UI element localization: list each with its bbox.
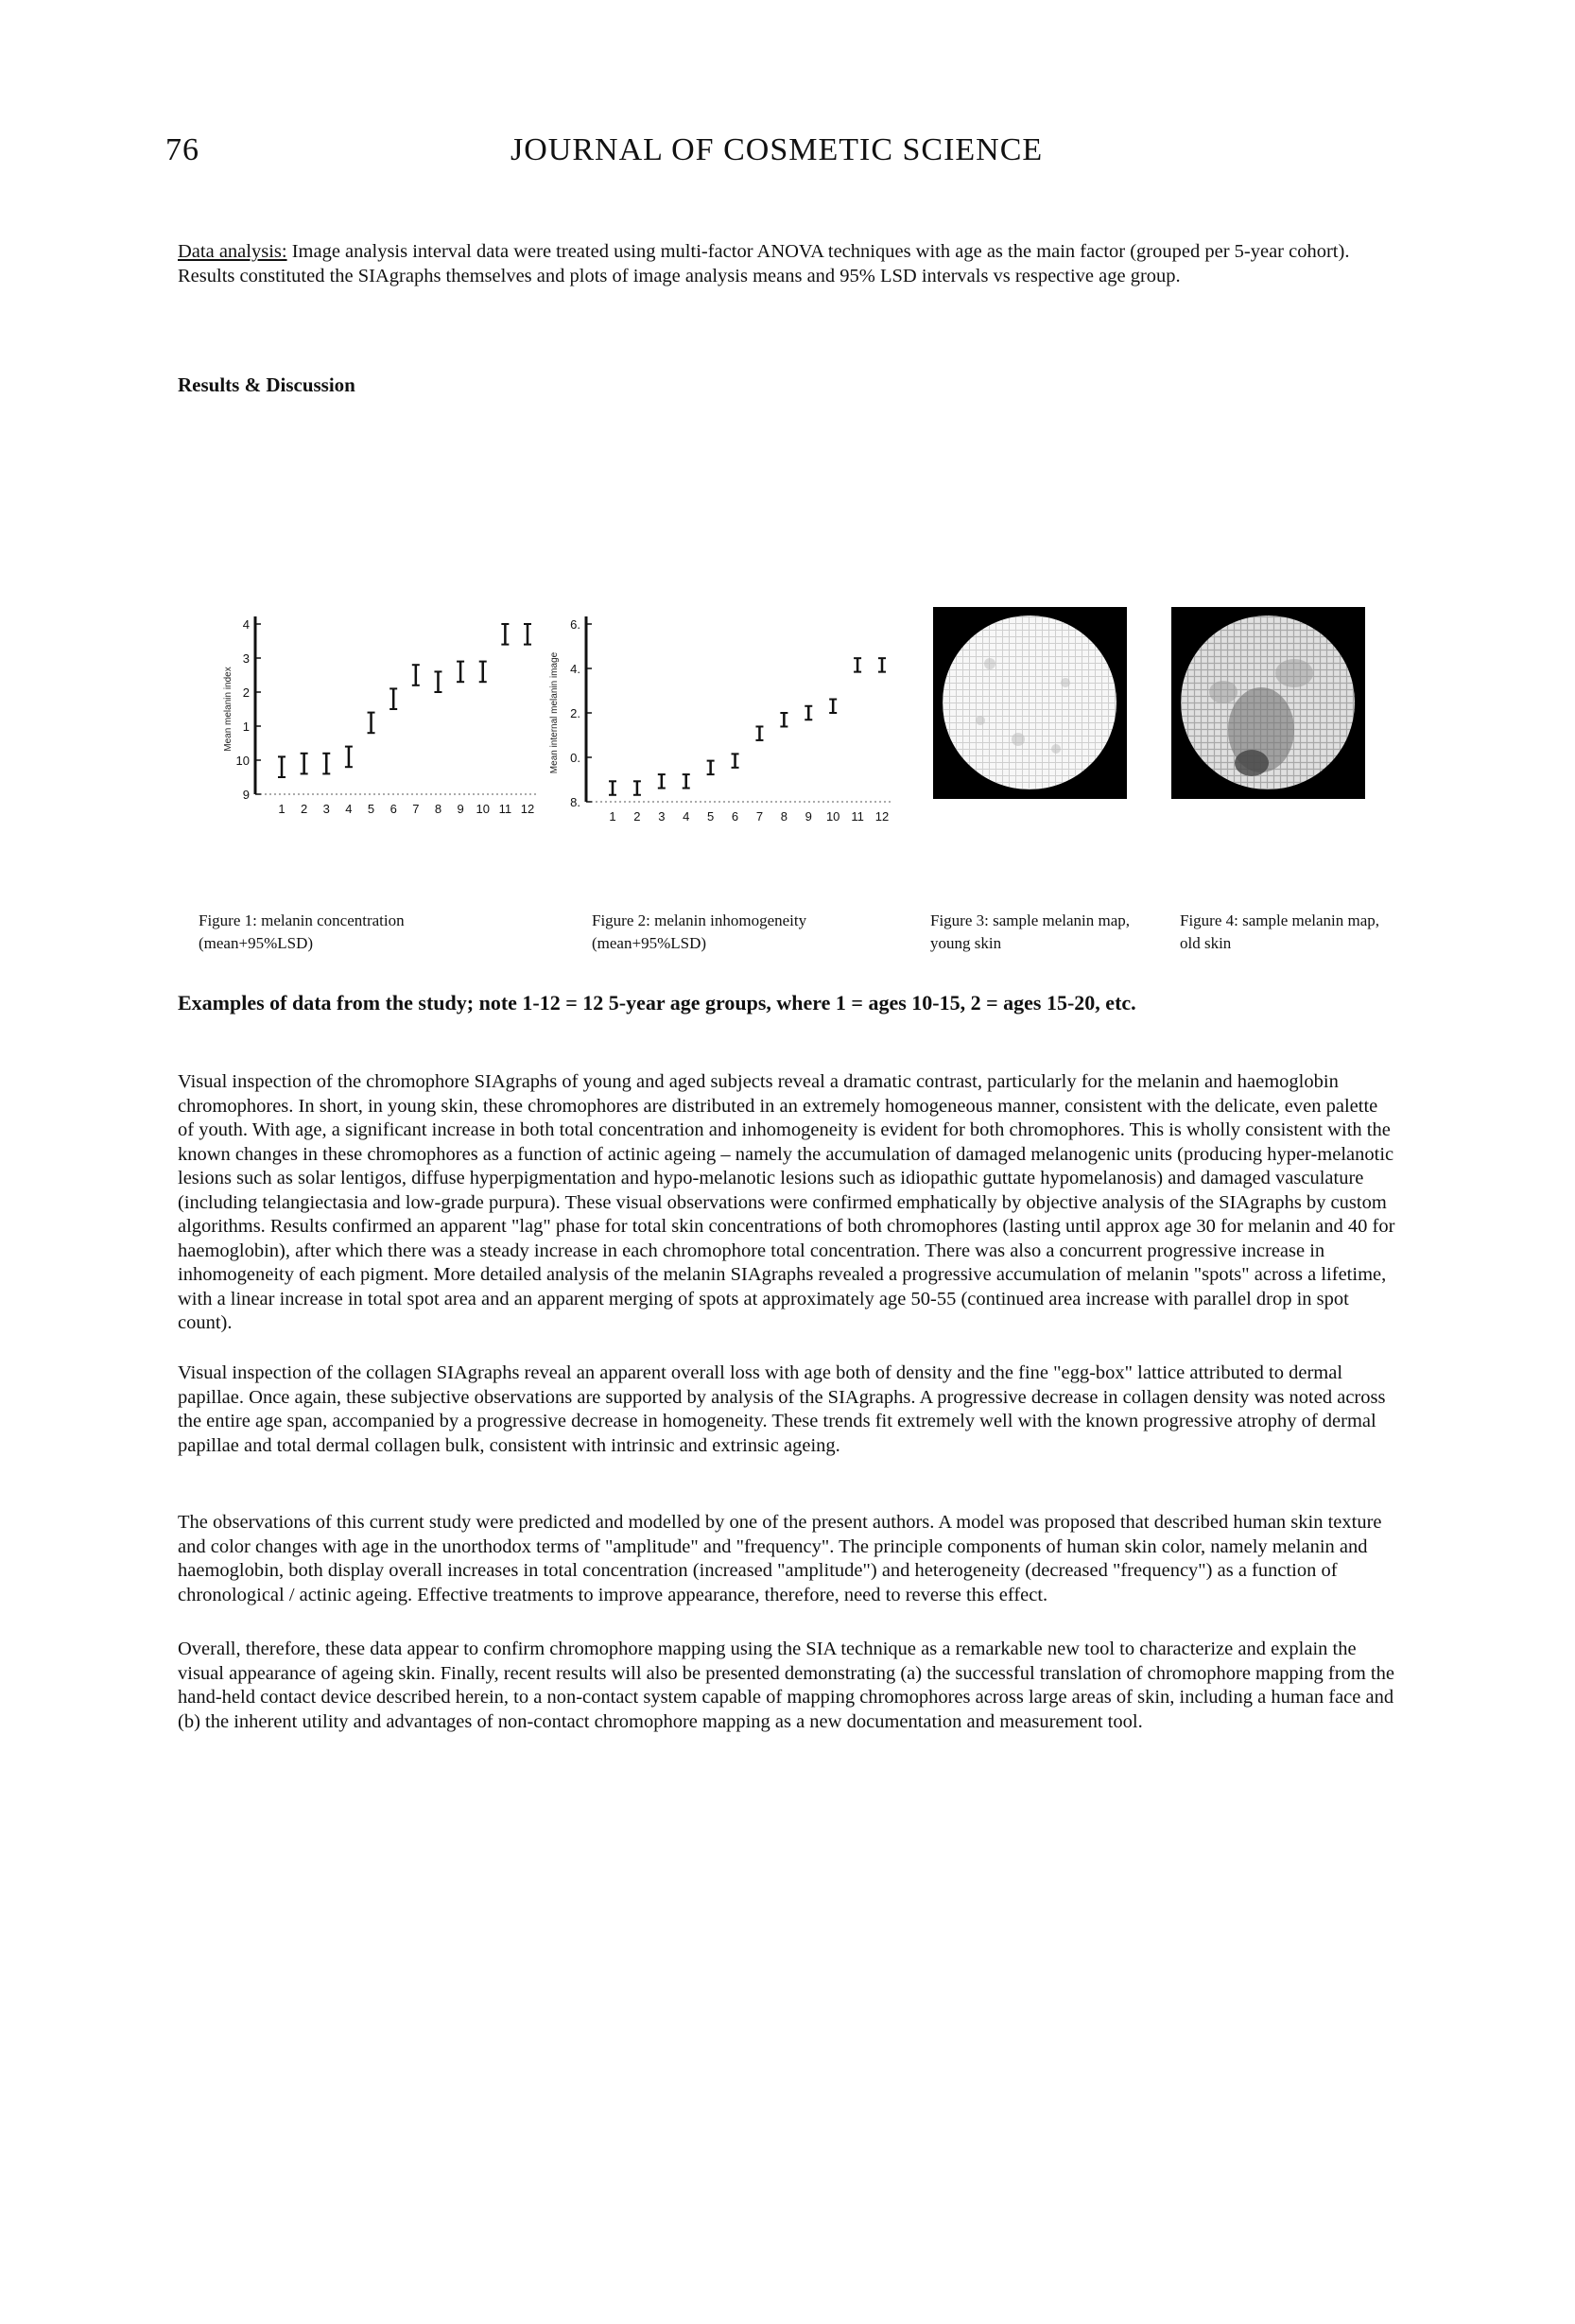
data-analysis-paragraph xyxy=(178,240,1397,288)
paragraph-4: Overall, therefore, these data appear to confirm chromophore mapping using the SIA technique as a remarkable new tool to characterize and explain the visual appearance of ageing skin. Finally, recent results will also be presented demonstrating (a) the successful translation of chromophore mapping from the hand-held contact device described herein, to a non-contact system capable of mapping chromophores across large areas of skin, including a human face and (b) the inherent utility and advantages of non-contact chromophore mapping as a new documentation and measurement tool. xyxy=(178,1639,1394,1732)
x-tick-label-2-7: 7 xyxy=(755,809,764,824)
x-tick-label-1-10: 10 xyxy=(476,802,490,816)
figure-1-marks xyxy=(223,616,539,816)
x-tick-label-2-5: 5 xyxy=(707,809,715,824)
figure-2-caption-line1: Figure 2: melanin inhomogeneity xyxy=(592,911,807,929)
x-tick-label-1-7: 7 xyxy=(412,802,420,816)
y-tick-label-2-1: 0. xyxy=(570,751,580,765)
x-tick-label-2-10: 10 xyxy=(825,809,840,824)
x-tick-label-2-11: 11 xyxy=(851,809,864,824)
x-tick-label-2-2: 2 xyxy=(633,809,641,824)
x-tick-label-2-4: 4 xyxy=(683,809,690,824)
figure-2-caption xyxy=(592,910,806,955)
y-tick-label-1-1: 10 xyxy=(235,754,250,768)
x-tick-label-1-1: 1 xyxy=(278,802,286,816)
data-analysis-text: Image analysis interval data were treated using multi-factor ANOVA techniques with age as the main factor (grouped per 5-year cohort). Results constituted the SIAgraphs themselves and plots of image analysis means and 95% LSD intervals vs respective age group. xyxy=(178,241,1350,286)
x-tick-label-2-1: 1 xyxy=(609,809,616,824)
figure-4-caption-line2: old skin xyxy=(1180,934,1232,952)
y-tick-label-2-3: 4. xyxy=(570,662,580,676)
figure-1-caption-line1: Figure 1: melanin concentration xyxy=(199,911,405,929)
x-tick-label-1-12: 12 xyxy=(520,802,535,816)
x-tick-label-1-3: 3 xyxy=(322,802,330,816)
journal-title: JOURNAL OF COSMETIC SCIENCE xyxy=(511,132,1044,167)
x-tick-label-1-5: 5 xyxy=(367,802,375,816)
y-axis-label-2: Mean internal melanin image xyxy=(549,651,560,774)
paragraph-1: Visual inspection of the chromophore SIAgraphs of young and aged subjects reveal a dramatic contrast, particularly for the melanin and haemoglobin chromophores. In short, in young skin, these chromophores are distributed in an extremely homogeneous manner, consistent with the delicate, even palette of youth. With age, a significant increase in both total concentration and inhomogeneity is evident for both chromophores. This is wholly consistent with the known changes in these chromophores as a function of actinic ageing – namely the accumulation of damaged melanogenic units (producing hyper-melanotic lesions such as solar lentigos, diffuse hyperpigmentation and hypo-melanotic lesions such as idiopathic guttate hypomelanosis) and damaged vasculature (including telangiectasia and low-grade purpura). These visual observations were confirmed emphatically by objective analysis of the SIAgraphs by custom algorithms. Results confirmed an apparent "lag" phase for total skin concentrations of both chromophores (lasting until approx age 30 for melanin and 40 for haemoglobin), after which there was a steady increase in each chromophore total concentration. There was also a concurrent progressive increase in inhomogeneity of each pigment. More detailed analysis of the melanin SIAgraphs revealed a progressive accumulation of melanin "spots" across a lifetime, with a linear increase in total spot area and an apparent merging of spots at approximately age 50-55 (continued area increase with parallel drop in spot count). xyxy=(178,1071,1395,1333)
x-tick-label-2-9: 9 xyxy=(805,809,812,824)
y-tick-label-2-0: 8. xyxy=(570,795,580,809)
x-tick-label-2-3: 3 xyxy=(658,809,666,824)
figure-4-old-skin-map xyxy=(1171,607,1365,799)
x-tick-label-1-2: 2 xyxy=(301,802,308,816)
figure-1-caption xyxy=(199,910,405,955)
y-tick-label-1-4: 3 xyxy=(242,651,250,666)
x-tick-label-2-6: 6 xyxy=(731,809,739,824)
x-tick-label-1-4: 4 xyxy=(345,802,353,816)
figure-4-caption-line1: Figure 4: sample melanin map, xyxy=(1180,911,1380,929)
y-tick-label-1-0: 9 xyxy=(242,788,250,802)
y-tick-label-1-3: 2 xyxy=(242,685,250,700)
x-tick-label-1-8: 8 xyxy=(434,802,442,816)
figure-3-caption-line2: young skin xyxy=(930,934,1002,952)
figure-3-caption xyxy=(930,910,1130,955)
figure-3-caption-line1: Figure 3: sample melanin map, xyxy=(930,911,1131,929)
examples-note: Examples of data from the study; note 1-12 = 12 5-year age groups, where 1 = ages 10-15, 2 = ages 15-20, etc. xyxy=(178,991,1136,1015)
figure-2-chart xyxy=(544,605,903,832)
y-tick-label-1-5: 4 xyxy=(242,617,250,632)
figure-1-chart xyxy=(217,605,558,832)
paragraph-2: Visual inspection of the collagen SIAgraphs reveal an apparent overall loss with age both of density and the fine "egg-box" lattice attributed to dermal papillae. Once again, these subjective observations are supported by analysis of the SIAgraphs. A progressive decrease in collagen density was noted across the entire age span, accompanied by a progressive decrease in homogeneity. These trends fit extremely well with the known progressive atrophy of dermal papillae and total dermal collagen bulk, consistent with intrinsic and extrinsic ageing. xyxy=(178,1362,1386,1456)
x-tick-label-1-9: 9 xyxy=(457,802,464,816)
x-tick-label-1-11: 11 xyxy=(498,802,512,816)
y-tick-label-2-4: 6. xyxy=(570,617,580,632)
results-heading: Results & Discussion xyxy=(178,373,355,396)
x-tick-label-2-8: 8 xyxy=(780,809,788,824)
figure-2-caption-line2: (mean+95%LSD) xyxy=(592,934,707,952)
paragraph-3: The observations of this current study were predicted and modelled by one of the present authors. A model was proposed that described human skin texture and color changes with age in the unorthodox terms of "amplitude" and "frequency". The principle components of human skin color, namely melanin and haemoglobin, both display overall increases in total concentration (increased "amplitude") and heterogeneity (decreased "frequency") as a function of chronological / actinic ageing. Effective treatments to improve appearance, therefore, need to reverse this effect. xyxy=(178,1512,1382,1605)
page-number: 76 xyxy=(165,132,199,167)
y-tick-label-1-2: 1 xyxy=(242,720,250,734)
figure-1-caption-line2: (mean+95%LSD) xyxy=(199,934,314,952)
y-axis-label-1: Mean melanin index xyxy=(223,667,234,752)
figure-2-marks xyxy=(549,616,893,824)
y-tick-label-2-2: 2. xyxy=(570,706,580,720)
x-tick-label-2-12: 12 xyxy=(874,809,890,824)
figure-3-young-skin-map xyxy=(933,607,1127,799)
x-tick-label-1-6: 6 xyxy=(389,802,397,816)
data-analysis-label: Data analysis: xyxy=(178,241,287,262)
figure-4-caption xyxy=(1180,910,1379,955)
